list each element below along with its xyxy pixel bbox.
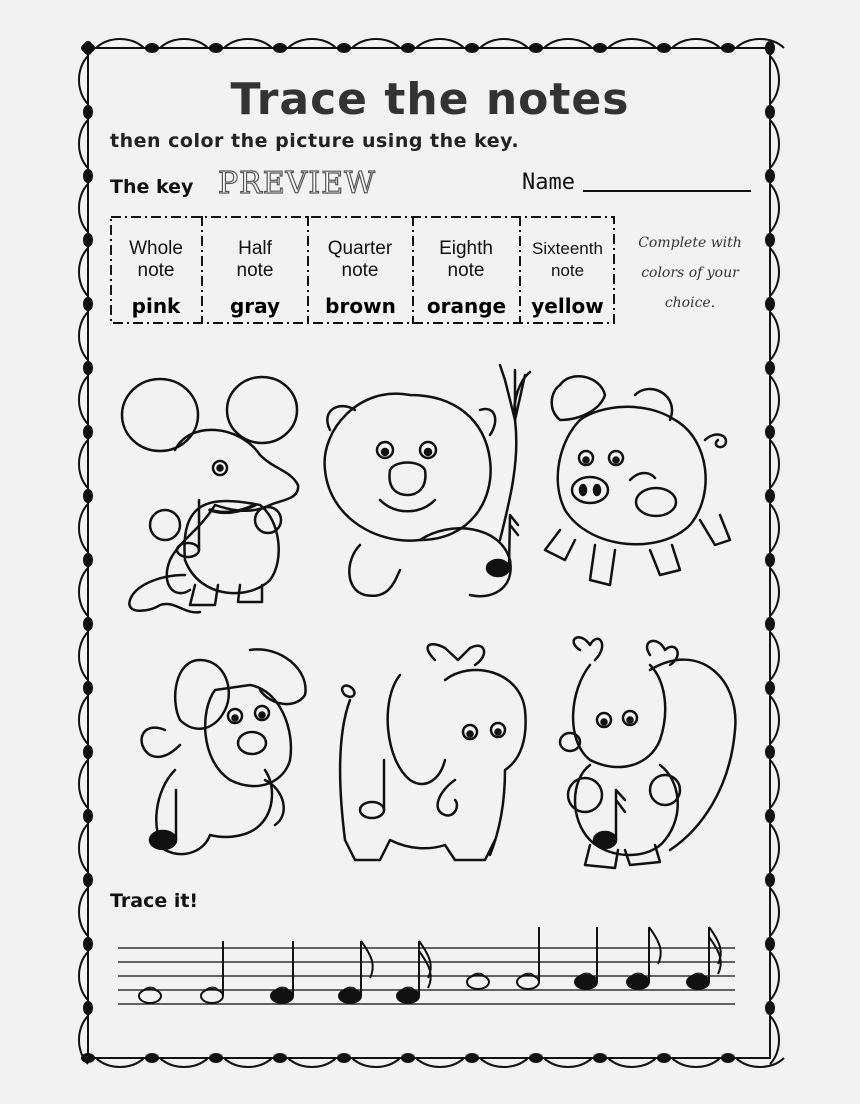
staff-note-eighth [339, 941, 373, 1003]
note-flag [361, 941, 373, 978]
key-label: The key [110, 176, 194, 198]
name-label: Name [522, 170, 575, 195]
key-color: pink [131, 294, 181, 318]
staff-note-eighth [627, 927, 661, 989]
key-note-name: Sixteenth note [532, 239, 603, 280]
key-color: yellow [531, 294, 604, 318]
staff-note-sixteenth [397, 941, 431, 1003]
key-color: gray [229, 294, 281, 318]
staff-note-half [517, 927, 539, 989]
staff-note-sixteenth [687, 927, 721, 989]
subtitle: then color the picture using the key. [110, 130, 520, 152]
key-note-name: Eighth note [439, 238, 493, 281]
staff-note-quarter [575, 927, 597, 989]
key-note-name: Whole note [129, 238, 183, 281]
key-color: orange [426, 294, 507, 318]
staff-note-half [201, 941, 223, 1003]
key-color: brown [325, 294, 396, 318]
key-note-name: Quarter note [327, 238, 393, 281]
note-flag [649, 927, 661, 964]
staff-note-quarter [271, 941, 293, 1003]
trace-label: Trace it! [110, 890, 199, 912]
side-instruction: Complete with colors of your choice. [638, 235, 742, 311]
preview-watermark: PREVIEW [218, 166, 376, 201]
page-title: Trace the notes [230, 74, 630, 125]
key-note-name: Half note [236, 238, 274, 281]
